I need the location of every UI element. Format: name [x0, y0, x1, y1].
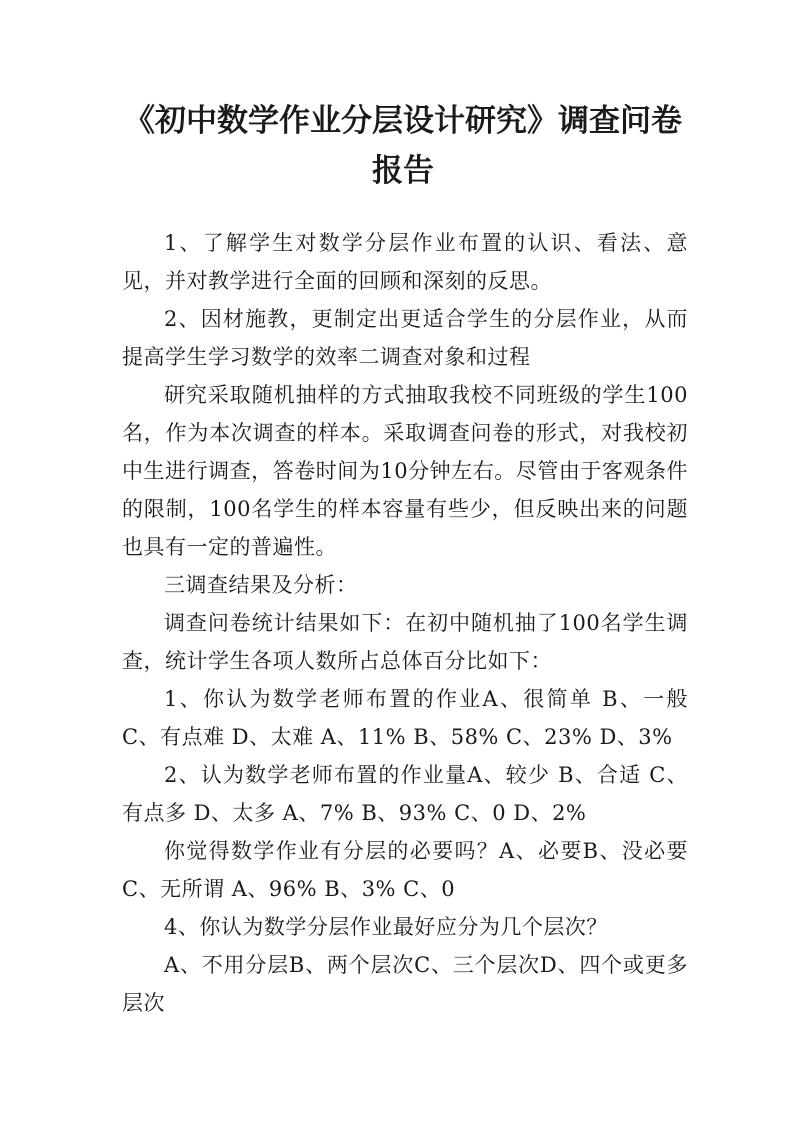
question-2: 2、认为数学老师布置的作业量A、较少 B、合适 C、有点多 D、太多 A、7% B、93% C、0 D、2%	[122, 763, 688, 825]
document-body	[122, 224, 688, 1022]
question-3: 你觉得数学作业有分层的必要吗？A、必要B、没必要C、无所谓 A、96% B、3% C、0	[122, 839, 688, 901]
paragraph-method: 研究采取随机抽样的方式抽取我校不同班级的学生100名，作为本次调查的样本。采取调查问卷的形式，对我校初中生进行调查，答卷时间为10分钟左右。尽管由于客观条件的限制，100名学生的样本容量有些少，但反映出来的问题也具有一定的普遍性。	[122, 383, 688, 559]
question-1: 1、你认为数学老师布置的作业A、很简单 B、一般 C、有点难 D、太难 A、11% B、58% C、23% D、3%	[122, 687, 688, 749]
question-4: 4、你认为数学分层作业最好应分为几个层次？	[164, 915, 608, 939]
document-title: 《初中数学作业分层设计研究》调查问卷报告	[124, 103, 682, 189]
paragraph-objective-1: 1、了解学生对数学分层作业布置的认识、看法、意见，并对教学进行全面的回顾和深刻的反思。	[122, 231, 688, 293]
question-4-options: A、不用分层B、两个层次C、三个层次D、四个或更多层次	[122, 953, 688, 1015]
section-heading-results: 三调查结果及分析：	[164, 573, 358, 597]
paragraph-results-intro: 调查问卷统计结果如下：在初中随机抽了100名学生调查，统计学生各项人数所占总体百分比如下：	[122, 611, 688, 673]
paragraph-objective-2: 2、因材施教，更制定出更适合学生的分层作业，从而提高学生学习数学的效率二调查对象和过程	[122, 307, 688, 369]
